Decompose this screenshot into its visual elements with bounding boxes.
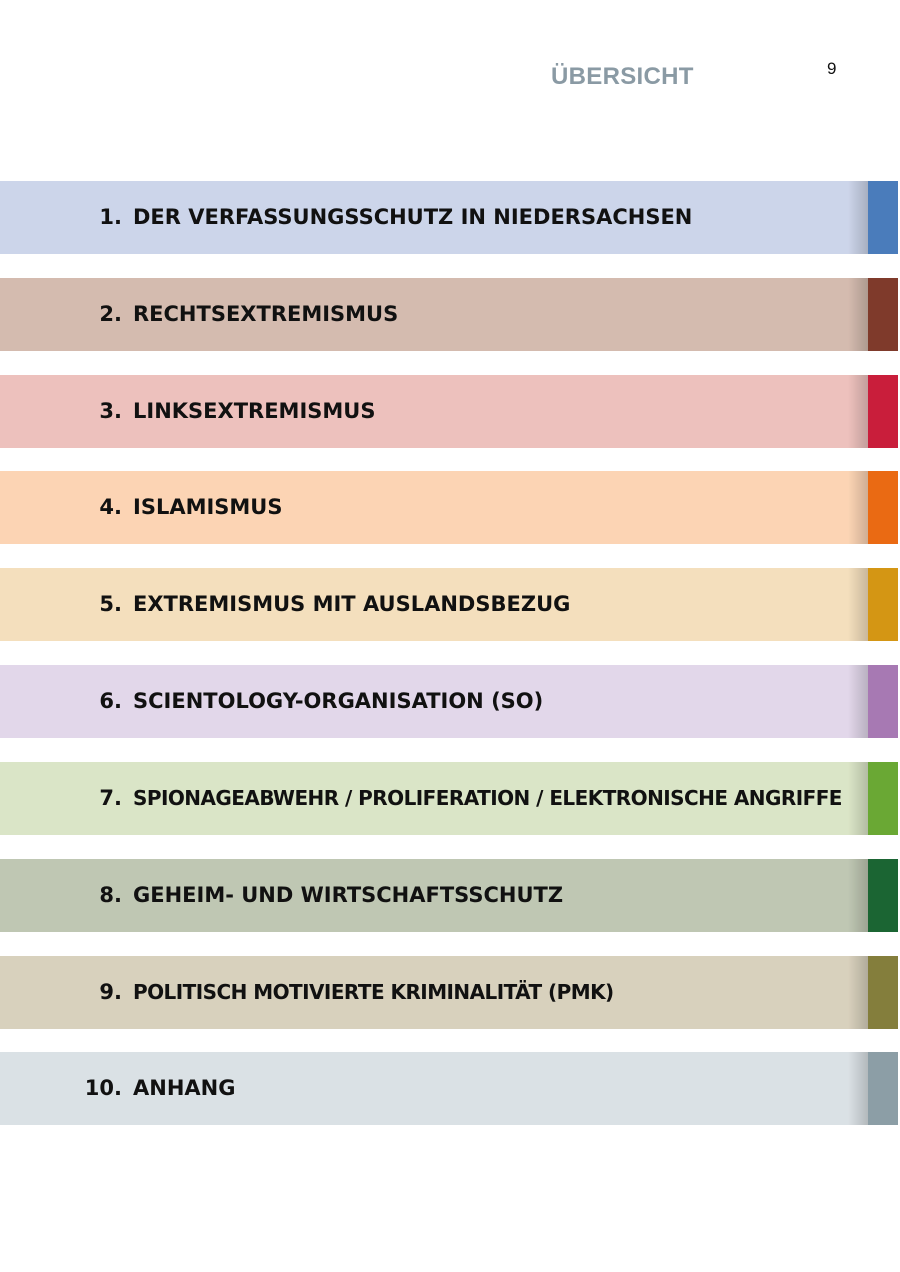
chapter-tab[interactable]: [868, 956, 898, 1029]
toc-bar-shadow: [848, 278, 868, 351]
toc-item-10[interactable]: [0, 1052, 898, 1125]
toc-item-label: SCIENTOLOGY-ORGANISATION (SO): [133, 689, 544, 713]
toc-item-number: 10.: [84, 1076, 122, 1100]
chapter-tab[interactable]: [868, 568, 898, 641]
toc-item-9[interactable]: [0, 956, 898, 1029]
toc-item-number: 3.: [99, 399, 122, 423]
toc-item-label: GEHEIM- UND WIRTSCHAFTSSCHUTZ: [133, 883, 564, 907]
toc-item-1[interactable]: [0, 181, 898, 254]
chapter-tab[interactable]: [868, 859, 898, 932]
toc-item-label: LINKSEXTREMISMUS: [133, 399, 376, 423]
toc-bar-shadow: [848, 568, 868, 641]
toc-item-6[interactable]: [0, 665, 898, 738]
chapter-tab[interactable]: [868, 471, 898, 544]
toc-item-number: 7.: [99, 786, 122, 810]
toc-item-number: 8.: [99, 883, 122, 907]
toc-item-4[interactable]: [0, 471, 898, 544]
toc-bar: [0, 278, 868, 351]
toc-bar-shadow: [848, 665, 868, 738]
toc-bar-shadow: [848, 471, 868, 544]
toc-item-3[interactable]: [0, 375, 898, 448]
chapter-tab[interactable]: [868, 762, 898, 835]
toc-item-number: 9.: [99, 980, 122, 1004]
page-number: 9: [827, 59, 837, 78]
toc-item-number: 2.: [99, 302, 122, 326]
toc-bar-shadow: [848, 375, 868, 448]
chapter-tab[interactable]: [868, 181, 898, 254]
chapter-tab[interactable]: [868, 278, 898, 351]
toc-item-8[interactable]: [0, 859, 898, 932]
toc-item-7[interactable]: [0, 762, 898, 835]
toc-item-number: 1.: [99, 205, 122, 229]
toc-item-number: 4.: [99, 495, 122, 519]
toc-bar-shadow: [848, 181, 868, 254]
toc-bar: [0, 375, 868, 448]
toc-bar-shadow: [848, 859, 868, 932]
toc-bar-shadow: [848, 956, 868, 1029]
toc-item-number: 5.: [99, 592, 122, 616]
toc-bar-shadow: [848, 762, 868, 835]
toc-item-2[interactable]: [0, 278, 898, 351]
page-heading: ÜBERSICHT: [551, 63, 694, 90]
toc-item-label: DER VERFASSUNGSSCHUTZ IN NIEDERSACHSEN: [133, 205, 693, 229]
toc-item-5[interactable]: [0, 568, 898, 641]
chapter-tab[interactable]: [868, 375, 898, 448]
toc-item-label: POLITISCH MOTIVIERTE KRIMINALITÄT (PMK): [133, 980, 614, 1004]
chapter-tab[interactable]: [868, 665, 898, 738]
toc-item-label: EXTREMISMUS MIT AUSLANDSBEZUG: [133, 592, 571, 616]
toc-bar-shadow: [848, 1052, 868, 1125]
toc-item-label: ISLAMISMUS: [133, 495, 283, 519]
toc-item-number: 6.: [99, 689, 122, 713]
chapter-tab[interactable]: [868, 1052, 898, 1125]
toc-bar: [0, 1052, 868, 1125]
toc-bar: [0, 471, 868, 544]
toc-item-label: ANHANG: [133, 1076, 236, 1100]
toc-item-label: SPIONAGEABWEHR / PROLIFERATION / ELEKTRONISCHE ANGRIFFE: [133, 786, 842, 810]
toc-item-label: RECHTSEXTREMISMUS: [133, 302, 399, 326]
